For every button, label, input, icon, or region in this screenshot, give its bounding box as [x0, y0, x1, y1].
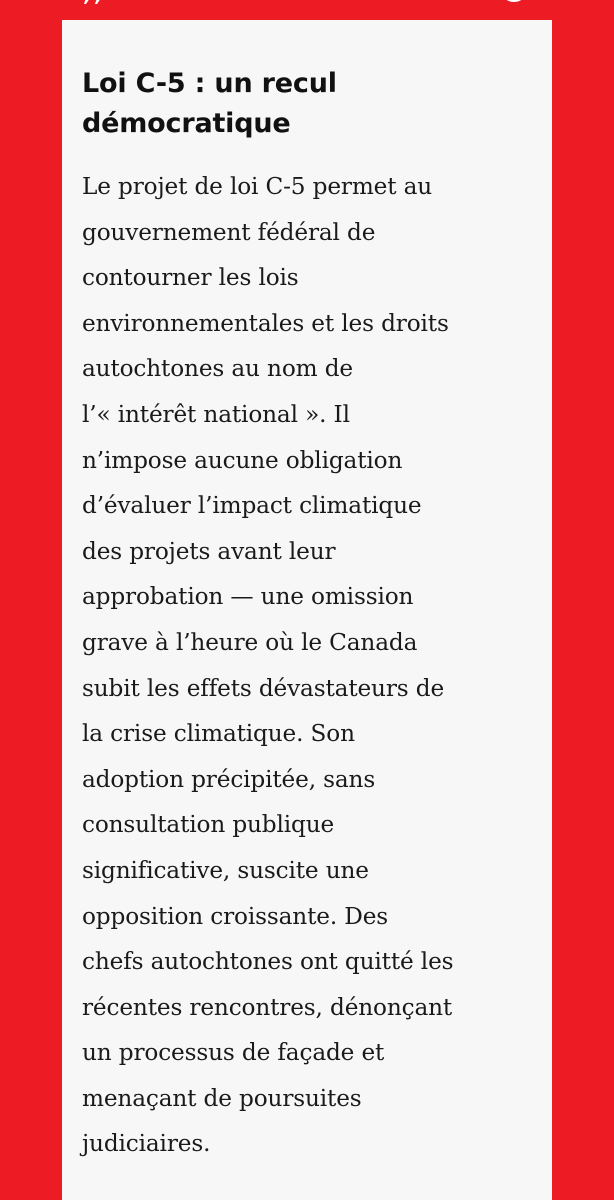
body-line: opposition croissante. Des	[82, 902, 389, 930]
body-line: Le projet de loi C-5 permet au	[82, 173, 433, 200]
circle-icon	[500, 0, 528, 6]
body-line: contourner les lois	[82, 264, 299, 292]
article-title	[82, 64, 502, 144]
body-line: menaçant de poursuites	[82, 1084, 362, 1112]
body-line: l’« intérêt national ». Il	[82, 400, 350, 428]
body-line: subit les effets dévastateurs de	[82, 674, 445, 702]
body-line: un processus de façade et	[82, 1039, 385, 1067]
body-line: judiciaires.	[82, 1130, 211, 1158]
body-line: adoption précipitée, sans	[82, 765, 376, 793]
article-body	[82, 164, 502, 1167]
title-line: Loi C-5 : un recul	[82, 68, 337, 99]
body-line: récentes rencontres, dénonçant	[82, 993, 453, 1021]
body-line: gouvernement fédéral de	[82, 218, 376, 246]
body-line: approbation — une omission	[82, 583, 414, 611]
body-line: significative, suscite une	[82, 856, 369, 884]
body-line: n’impose aucune obligation	[82, 446, 403, 474]
body-line: autochtones au nom de	[82, 355, 353, 383]
top-banner	[62, 0, 552, 20]
body-line: grave à l’heure où le Canada	[82, 628, 418, 656]
quote-mark-icon	[82, 0, 106, 4]
title-line: démocratique	[82, 108, 291, 139]
body-line: d’évaluer l’impact climatique	[82, 492, 422, 520]
body-line: des projets avant leur	[82, 537, 336, 565]
body-line: chefs autochtones ont quitté les	[82, 948, 454, 976]
article-card	[62, 20, 552, 1200]
body-line: consultation publique	[82, 811, 335, 839]
body-line: environnementales et les droits	[82, 309, 449, 337]
body-line: la crise climatique. Son	[82, 720, 355, 748]
